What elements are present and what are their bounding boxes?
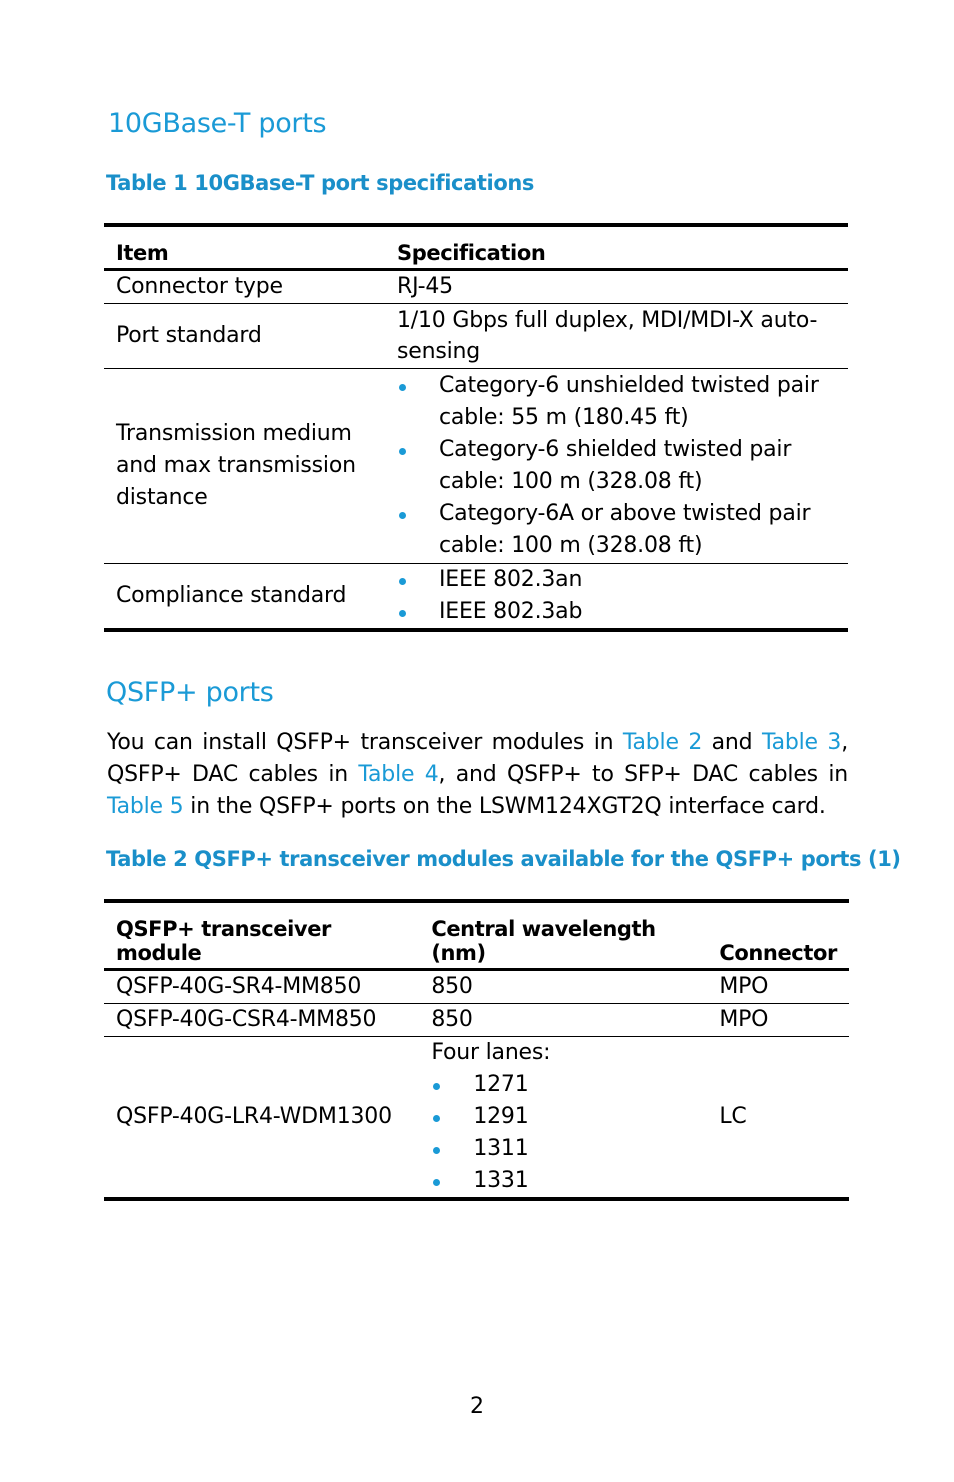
table2-caption: Table 2 QSFP+ transceiver modules available for the QSFP+ ports (1) <box>106 847 901 871</box>
link-table-2[interactable]: Table 2 <box>622 730 703 755</box>
table-row <box>104 304 848 369</box>
header-module: QSFP+ transceiver module <box>104 901 419 970</box>
cell-spec <box>385 564 848 631</box>
link-table-4[interactable]: Table 4 <box>358 762 439 787</box>
paragraph-text: You can install QSFP+ transceiver modules in <box>107 730 623 755</box>
cell-spec: RJ-45 <box>385 270 848 304</box>
list-item: 1311 <box>431 1133 695 1165</box>
cell-connector: MPO <box>707 1004 849 1037</box>
bullet-list <box>397 564 836 628</box>
section-heading-10gbase-t: 10GBase-T ports <box>108 108 327 139</box>
list-item: 1271 <box>431 1069 695 1101</box>
table-row <box>104 369 848 564</box>
cell-module: QSFP-40G-CSR4-MM850 <box>104 1004 419 1037</box>
table-row <box>104 1004 849 1037</box>
table-row <box>104 564 848 631</box>
link-table-5[interactable]: Table 5 <box>107 794 184 819</box>
qsfp-intro-paragraph <box>107 727 848 823</box>
paragraph-text: , QSFP+ DAC cables in <box>107 730 848 787</box>
cell-item: Compliance standard <box>116 583 347 608</box>
table2-qsfp-modules <box>104 899 849 1201</box>
cell-spec <box>385 369 848 564</box>
list-item: 1291 <box>431 1101 695 1133</box>
cell-spec: 1/10 Gbps full duplex, MDI/MDI-X auto-sensing <box>385 304 848 369</box>
cell-item: Port standard <box>104 304 385 369</box>
list-item: Category-6 shielded twisted pair cable: 100 m (328.08 ft) <box>397 434 836 498</box>
cell-wavelength: 850 <box>419 970 707 1004</box>
paragraph-text: in the QSFP+ ports on the LSWM124XGT2Q interface card. <box>183 794 826 819</box>
header-specification: Specification <box>385 225 848 270</box>
list-item: IEEE 802.3an <box>397 564 836 596</box>
table-row <box>104 970 849 1004</box>
table1-caption: Table 1 10GBase-T port specifications <box>106 171 534 195</box>
header-wavelength: Central wavelength (nm) <box>419 901 707 970</box>
cell-connector: LC <box>719 1104 747 1129</box>
list-item: Category-6 unshielded twisted pair cable: 55 m (180.45 ft) <box>397 370 836 434</box>
cell-item: Transmission medium and max transmission distance <box>104 369 385 564</box>
section-heading-qsfp: QSFP+ ports <box>106 677 274 708</box>
lane-list <box>431 1069 695 1197</box>
cell-module: QSFP-40G-SR4-MM850 <box>104 970 419 1004</box>
page-number: 2 <box>470 1394 484 1419</box>
cell-wavelength <box>419 1037 707 1200</box>
paragraph-text: and <box>702 730 762 755</box>
table-row <box>104 270 848 304</box>
list-item: Category-6A or above twisted pair cable: 100 m (328.08 ft) <box>397 498 836 562</box>
cell-module: QSFP-40G-LR4-WDM1300 <box>116 1104 392 1129</box>
cell-connector: MPO <box>707 970 849 1004</box>
table-header-row <box>104 901 849 970</box>
cell-wavelength: 850 <box>419 1004 707 1037</box>
table-row <box>104 1037 849 1200</box>
link-table-3[interactable]: Table 3 <box>761 730 842 755</box>
header-item: Item <box>104 225 385 270</box>
header-connector: Connector <box>707 901 849 970</box>
table-header-row <box>104 225 848 270</box>
bullet-list <box>397 370 836 562</box>
table1-10gbase-t-specs <box>104 223 848 632</box>
cell-item: Connector type <box>104 270 385 304</box>
list-item: 1331 <box>431 1165 695 1197</box>
paragraph-text: , and QSFP+ to SFP+ DAC cables in <box>438 762 849 787</box>
lanes-label: Four lanes: <box>431 1040 551 1065</box>
list-item: IEEE 802.3ab <box>397 596 836 628</box>
